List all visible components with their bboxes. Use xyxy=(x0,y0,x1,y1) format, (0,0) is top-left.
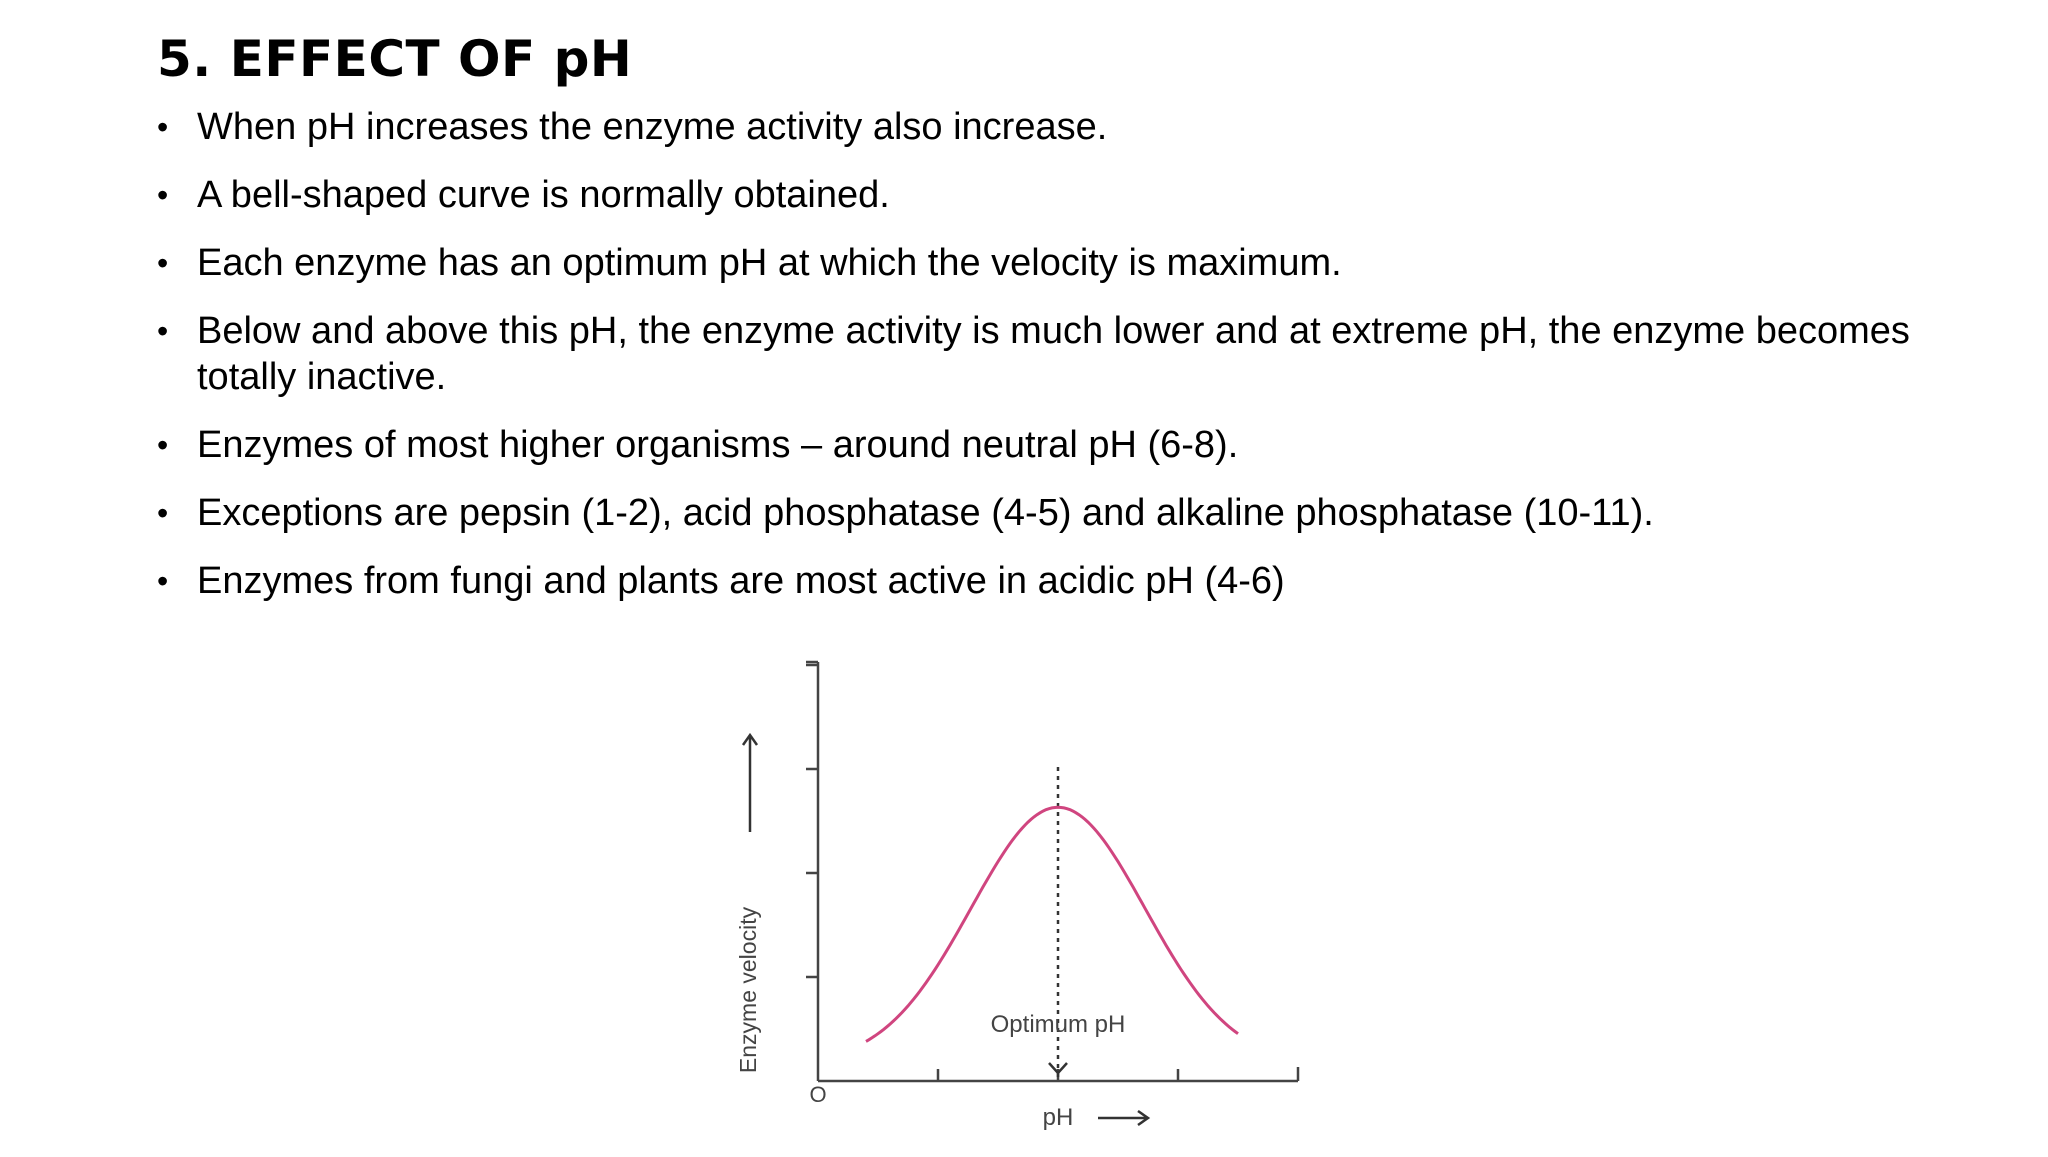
bullet-text: When pH increases the enzyme activity also increase. xyxy=(197,106,1108,148)
x-axis-label: pH xyxy=(1042,1104,1074,1131)
bullet-marker: • xyxy=(157,109,169,145)
bullet-marker: • xyxy=(157,495,169,531)
bullet-text: Enzymes of most higher organisms – around neutral pH (6-8). xyxy=(197,424,1239,466)
bullet-marker: • xyxy=(157,427,169,463)
bullet-marker: • xyxy=(157,245,169,281)
bullet-text: A bell-shaped curve is normally obtained. xyxy=(197,174,890,216)
bullet-item xyxy=(157,308,1917,400)
origin-label: O xyxy=(809,1082,827,1107)
chart-labels xyxy=(735,735,1148,1131)
bullet-marker: • xyxy=(157,177,169,213)
x-axis-arrow xyxy=(1098,1111,1148,1125)
bullet-item xyxy=(157,422,1917,468)
chart-curve xyxy=(866,807,1238,1041)
slide-title: 5. EFFECT OF pH xyxy=(157,30,633,88)
bell-curve xyxy=(866,807,1238,1041)
ph-chart xyxy=(730,650,1350,1157)
chart-svg xyxy=(730,650,1350,1152)
bullet-item xyxy=(157,490,1917,536)
bullet-list xyxy=(157,104,1917,626)
bullet-item xyxy=(157,104,1917,150)
bullet-item xyxy=(157,240,1917,286)
bullet-item xyxy=(157,172,1917,218)
bullet-text: Below and above this pH, the enzyme activity is much lower and at extreme pH, the enzyme becomes totally inactive. xyxy=(197,310,1910,398)
bullet-marker: • xyxy=(157,313,169,349)
bullet-text: Enzymes from fungi and plants are most active in acidic pH (4-6) xyxy=(197,560,1285,602)
bullet-text: Exceptions are pepsin (1-2), acid phosphatase (4-5) and alkaline phosphatase (10-11). xyxy=(197,492,1654,534)
bullet-marker: • xyxy=(157,563,169,599)
bullet-item xyxy=(157,558,1917,604)
y-axis-arrow xyxy=(743,735,757,832)
y-axis-label: Enzyme velocity xyxy=(735,906,761,1074)
bullet-text: Each enzyme has an optimum pH at which the velocity is maximum. xyxy=(197,242,1342,284)
optimum-label: Optimum pH xyxy=(990,1011,1126,1038)
